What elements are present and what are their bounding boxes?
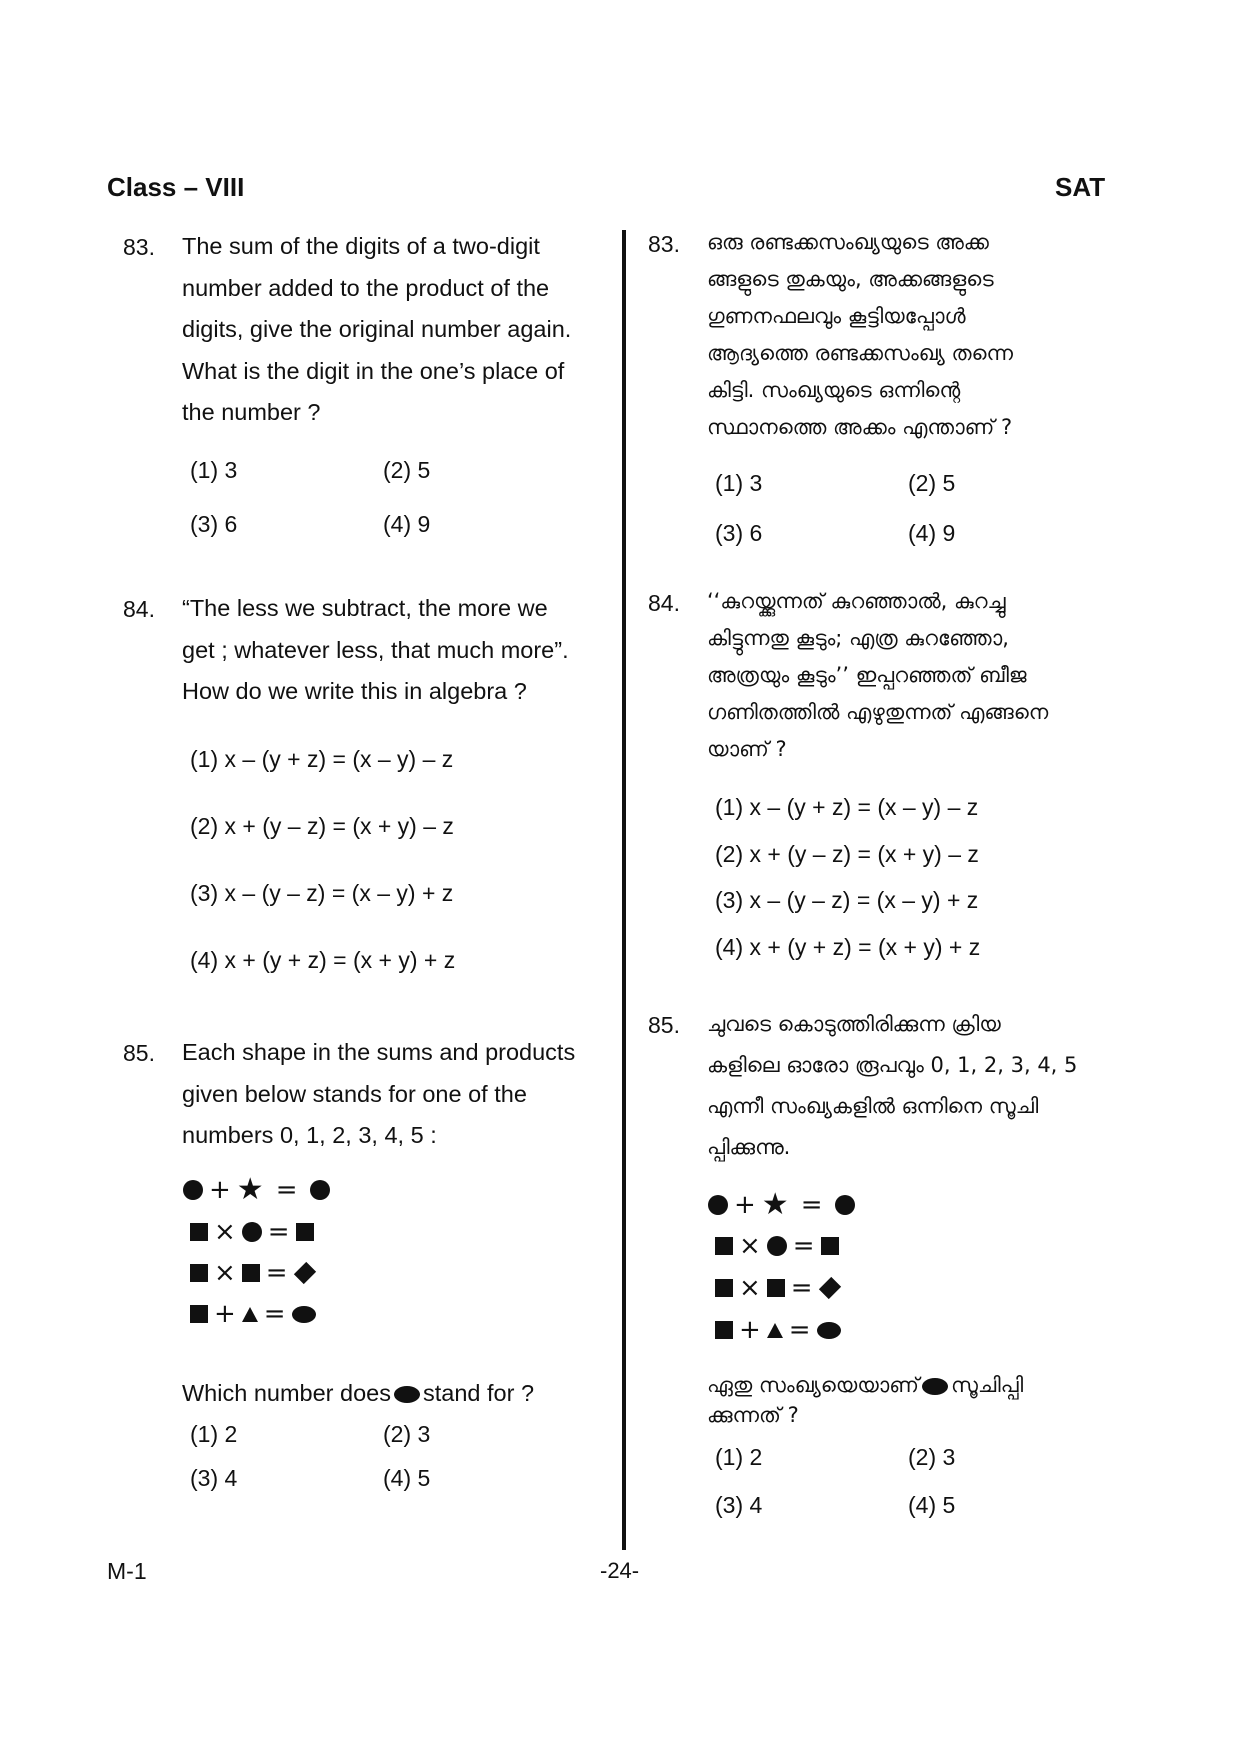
diamond-icon xyxy=(293,1262,315,1284)
text-line: ഏതു സംഖ്യയെയാണ് സൂചിപ്പി xyxy=(707,1373,1024,1397)
option-2[interactable]: (2) x + (y – z) = (x + y) – z xyxy=(715,841,979,867)
option-3[interactable]: (3) 4 xyxy=(715,1492,763,1518)
circle-icon xyxy=(708,1195,728,1215)
text-line: ഒരു രണ്ടക്കസംഖ്യയുടെ അക്ക xyxy=(707,230,989,254)
triangle-icon xyxy=(767,1323,783,1338)
times-sign: × xyxy=(739,1231,761,1261)
question-85-text xyxy=(182,1032,582,1157)
text-line: get ; whatever less, that much more”. xyxy=(182,636,569,663)
question-85-text-ml xyxy=(707,1004,1107,1168)
equals-sign: = xyxy=(800,1190,823,1220)
square-icon xyxy=(715,1279,733,1297)
square-icon xyxy=(821,1237,839,1255)
text-line: ‘‘കുറയ്ക്കുന്നത് കുറഞ്ഞാൽ, കുറച്ചു xyxy=(707,589,1006,613)
question-number: 83. xyxy=(648,231,680,257)
question-84-text xyxy=(182,588,582,713)
option-2[interactable]: (2) 3 xyxy=(908,1444,956,1470)
option-4[interactable]: (4) x + (y + z) = (x + y) + z xyxy=(715,934,981,960)
text-line: the number ? xyxy=(182,399,321,425)
text-line: അത്രയും കൂടും’’ ഇപ്പറഞ്ഞത് ബീജ xyxy=(707,663,1027,687)
equation-3 xyxy=(190,1256,316,1290)
star-icon: ★ xyxy=(236,1172,264,1207)
equals-sign: = xyxy=(790,1273,813,1303)
text-line: കിട്ടുന്നതു കൂടും; എത്ര കുറഞ്ഞോ, xyxy=(707,626,1009,650)
square-icon xyxy=(296,1223,314,1241)
equation-2 xyxy=(715,1229,839,1263)
square-icon xyxy=(190,1264,208,1282)
text-line: How do we write this in algebra ? xyxy=(182,678,527,704)
option-3[interactable]: (3) x – (y – z) = (x – y) + z xyxy=(715,887,979,913)
text-line: Each shape in the sums and products xyxy=(182,1039,576,1065)
option-3[interactable]: (3) 4 xyxy=(190,1465,238,1491)
square-icon xyxy=(715,1237,733,1255)
equation-1 xyxy=(183,1173,330,1207)
square-icon xyxy=(242,1264,260,1282)
option-4[interactable]: (4) 5 xyxy=(383,1465,431,1491)
oval-icon xyxy=(292,1306,316,1323)
option-1[interactable]: (1) x – (y + z) = (x – y) – z xyxy=(190,746,454,772)
option-4[interactable]: (4) 9 xyxy=(908,520,956,546)
question-84-text-ml xyxy=(707,583,1107,768)
option-2[interactable]: (2) 3 xyxy=(383,1421,431,1447)
equation-4 xyxy=(715,1313,841,1347)
text-line: കിട്ടി. സംഖ്യയുടെ ഒന്നിന്റെ xyxy=(707,378,961,402)
page-code: M-1 xyxy=(107,1558,147,1584)
text-line: The sum of the digits of a two-digit xyxy=(182,233,540,259)
text-line: യാണ് ? xyxy=(707,737,787,761)
text-line: given below stands for one of the xyxy=(182,1080,527,1107)
text-line: ആദ്യത്തെ രണ്ടക്കസംഖ്യ തന്നെ xyxy=(707,341,1013,365)
option-4[interactable]: (4) 5 xyxy=(908,1492,956,1518)
times-sign: × xyxy=(214,1258,236,1288)
option-3[interactable]: (3) 6 xyxy=(715,520,763,546)
option-1[interactable]: (1) x – (y + z) = (x – y) – z xyxy=(715,794,979,820)
plus-sign: + xyxy=(739,1315,761,1345)
question-number: 83. xyxy=(123,234,155,260)
equation-2 xyxy=(190,1215,314,1249)
circle-icon xyxy=(183,1180,203,1200)
question-85-prompt: Which number does stand for ? xyxy=(182,1380,535,1406)
text-line: ങ്ങളുടെ തുകയും, അക്കങ്ങളുടെ xyxy=(707,267,994,291)
option-2[interactable]: (2) x + (y – z) = (x + y) – z xyxy=(190,813,454,839)
question-83-text-ml xyxy=(707,224,1107,446)
equals-sign: = xyxy=(792,1231,815,1261)
oval-icon xyxy=(922,1378,948,1395)
option-2[interactable]: (2) 5 xyxy=(383,457,431,483)
question-number: 85. xyxy=(648,1012,680,1038)
square-icon xyxy=(715,1321,733,1339)
diamond-icon xyxy=(818,1277,840,1299)
class-label: Class – VIII xyxy=(107,172,245,202)
times-sign: × xyxy=(214,1217,236,1247)
text-line: number added to the product of the xyxy=(182,274,550,301)
text-line: digits, give the original number again. xyxy=(182,316,572,342)
text-line: സ്ഥാനത്തെ അക്കം എന്താണ് ? xyxy=(707,415,1013,439)
text-line: “The less we subtract, the more we xyxy=(182,595,548,621)
equation-3 xyxy=(715,1271,841,1305)
text-line: numbers 0, 1, 2, 3, 4, 5 : xyxy=(182,1122,437,1148)
question-number: 84. xyxy=(648,590,680,616)
column-divider xyxy=(622,230,626,1550)
page-number: -24- xyxy=(600,1558,640,1583)
text-line: ഗണിതത്തിൽ എഴുതുന്നത് എങ്ങനെ xyxy=(707,700,1049,724)
square-icon xyxy=(190,1223,208,1241)
option-4[interactable]: (4) 9 xyxy=(383,511,431,537)
question-number: 85. xyxy=(123,1040,155,1066)
option-3[interactable]: (3) 6 xyxy=(190,511,238,537)
text-line: എന്നീ സംഖ്യകളിൽ ഒന്നിനെ സൂചി xyxy=(707,1094,1039,1118)
text-line: കളിലെ ഓരോ രൂപവും 0, 1, 2, 3, 4, 5 xyxy=(707,1053,1078,1077)
equation-1 xyxy=(708,1188,855,1222)
oval-icon xyxy=(817,1322,841,1339)
star-icon: ★ xyxy=(761,1187,789,1222)
text-line: ക്കുന്നത് ? xyxy=(707,1403,799,1427)
equation-4 xyxy=(190,1297,316,1331)
option-4[interactable]: (4) x + (y + z) = (x + y) + z xyxy=(190,947,456,973)
circle-icon xyxy=(310,1180,330,1200)
circle-icon xyxy=(242,1222,262,1242)
question-83-text xyxy=(182,226,582,434)
exam-label: SAT xyxy=(1055,172,1106,202)
text-line: ഗുണനഫലവും കൂട്ടിയപ്പോൾ xyxy=(707,304,966,328)
equals-sign: = xyxy=(263,1299,286,1329)
option-1[interactable]: (1) 3 xyxy=(190,457,238,483)
circle-icon xyxy=(835,1195,855,1215)
triangle-icon xyxy=(242,1307,258,1322)
question-number: 84. xyxy=(123,596,155,622)
equals-sign: = xyxy=(788,1315,811,1345)
oval-icon xyxy=(394,1386,420,1403)
plus-sign: + xyxy=(209,1175,231,1205)
option-2[interactable]: (2) 5 xyxy=(908,470,956,496)
square-icon xyxy=(190,1305,208,1323)
square-icon xyxy=(767,1279,785,1297)
question-85-prompt-ml xyxy=(707,1370,1023,1430)
text-line: What is the digit in the one’s place of xyxy=(182,357,565,384)
plus-sign: + xyxy=(734,1190,756,1220)
option-3[interactable]: (3) x – (y – z) = (x – y) + z xyxy=(190,880,454,906)
text-line: ചുവടെ കൊടുത്തിരിക്കുന്ന ക്രിയ xyxy=(707,1012,1001,1036)
equals-sign: = xyxy=(267,1217,290,1247)
text-line: പ്പിക്കുന്നു. xyxy=(707,1135,791,1159)
equals-sign: = xyxy=(265,1258,288,1288)
option-1[interactable]: (1) 3 xyxy=(715,470,763,496)
option-1[interactable]: (1) 2 xyxy=(190,1421,238,1447)
circle-icon xyxy=(767,1236,787,1256)
option-1[interactable]: (1) 2 xyxy=(715,1444,763,1470)
equals-sign: = xyxy=(275,1175,298,1205)
plus-sign: + xyxy=(214,1299,236,1329)
times-sign: × xyxy=(739,1273,761,1303)
